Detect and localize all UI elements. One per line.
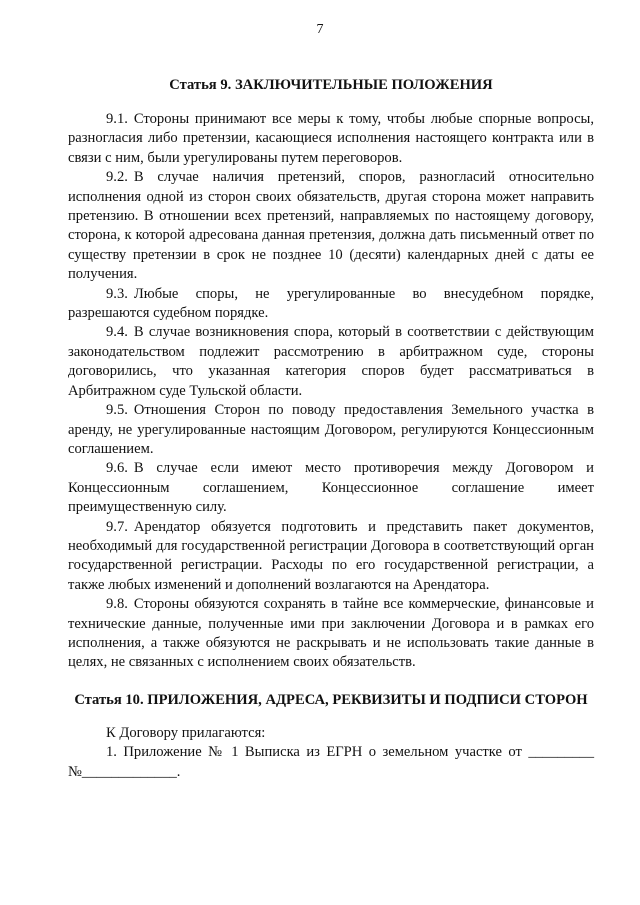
- clause-9-8: [68, 595, 594, 673]
- document-body: [68, 76, 594, 782]
- clause-number: 9.4.: [106, 324, 128, 341]
- clause-text: Стороны принимают все меры к тому, чтобы любые спорные вопросы, разногласия либо претензии, касающиеся исполнения настоящего контракта или в связи с ним, были урегулированы путем переговоров.: [68, 111, 594, 166]
- clause-number: 9.8.: [106, 596, 128, 613]
- clause-text: Отношения Сторон по поводу предоставления Земельного участка в аренду, не урегулированные настоящим Договором, регулируются Концессионным соглашением.: [68, 402, 594, 457]
- clause-text: В случае наличия претензий, споров, разногласий относительно исполнения одной из сторон своих обязательств, другая сторона может направить претензию. В отношении всех претензий, направляемых по настоящему договору, сторона, к которой адресована данная претензия, должна дать письменный ответ по существу претензии в срок не позднее 10 (десяти) календарных дней с даты ее получения.: [68, 169, 594, 283]
- clause-number: 9.3.: [106, 285, 128, 302]
- attachment-item-1: 1. Приложение № 1 Выписка из ЕГРН о земельном участке от _________ №_____________.: [68, 744, 594, 780]
- clause-number: 9.7.: [106, 518, 128, 535]
- section-10-prefix: Статья 10.: [74, 691, 144, 708]
- clause-text: В случае возникновения спора, который в соответствии с действующим законодательством подлежит рассмотрению в арбитражном суде, стороны договорились, что указанная категория споров будет рассматриваться в Арбитражном суде Тульской области.: [68, 324, 594, 399]
- clause-9-2: [68, 168, 594, 284]
- section-10-title: ПРИЛОЖЕНИЯ, АДРЕСА, РЕКВИЗИТЫ И ПОДПИСИ СТОРОН: [147, 691, 588, 708]
- clause-text: Арендатор обязуется подготовить и представить пакет документов, необходимый для государственной регистрации Договора в соответствующий орган государственной регистрации. Расходы по его государственной регистрации, а также любых изменений и дополнений возлагаются на Арендатора.: [68, 518, 594, 593]
- page-number: 7: [316, 22, 324, 37]
- clause-text: Стороны обязуются сохранять в тайне все коммерческие, финансовые и технические данные, полученные ими при заключении Договора и в рамках его исполнения, а также обязуются не раскрывать и не использовать такие данные в целях, не связанных с исполнением своих обязательств.: [68, 596, 594, 671]
- clause-9-5: [68, 401, 594, 459]
- section-9-title: ЗАКЛЮЧИТЕЛЬНЫЕ ПОЛОЖЕНИЯ: [234, 77, 493, 93]
- clause-9-3: [68, 285, 594, 324]
- clause-9-4: [68, 323, 594, 401]
- attachments-intro: К Договору прилагаются:: [106, 724, 266, 741]
- section-9-prefix: Статья 9.: [169, 77, 232, 93]
- clause-9-7: [68, 518, 594, 596]
- section-10-heading: [68, 691, 594, 710]
- clause-number: 9.6.: [106, 460, 128, 477]
- clause-9-6: [68, 459, 594, 517]
- section-9-heading: [68, 76, 594, 95]
- clause-number: 9.2.: [106, 169, 128, 186]
- clause-text: Любые споры, не урегулированные во внесудебном порядке, разрешаются судебном порядке.: [68, 285, 594, 322]
- clause-number: 9.5.: [106, 402, 128, 419]
- clause-9-1: [68, 110, 594, 168]
- clause-text: В случае если имеют место противоречия между Договором и Концессионным соглашением, Концессионное соглашение имеет преимущественную силу.: [68, 460, 594, 516]
- clause-number: 9.1.: [106, 111, 128, 127]
